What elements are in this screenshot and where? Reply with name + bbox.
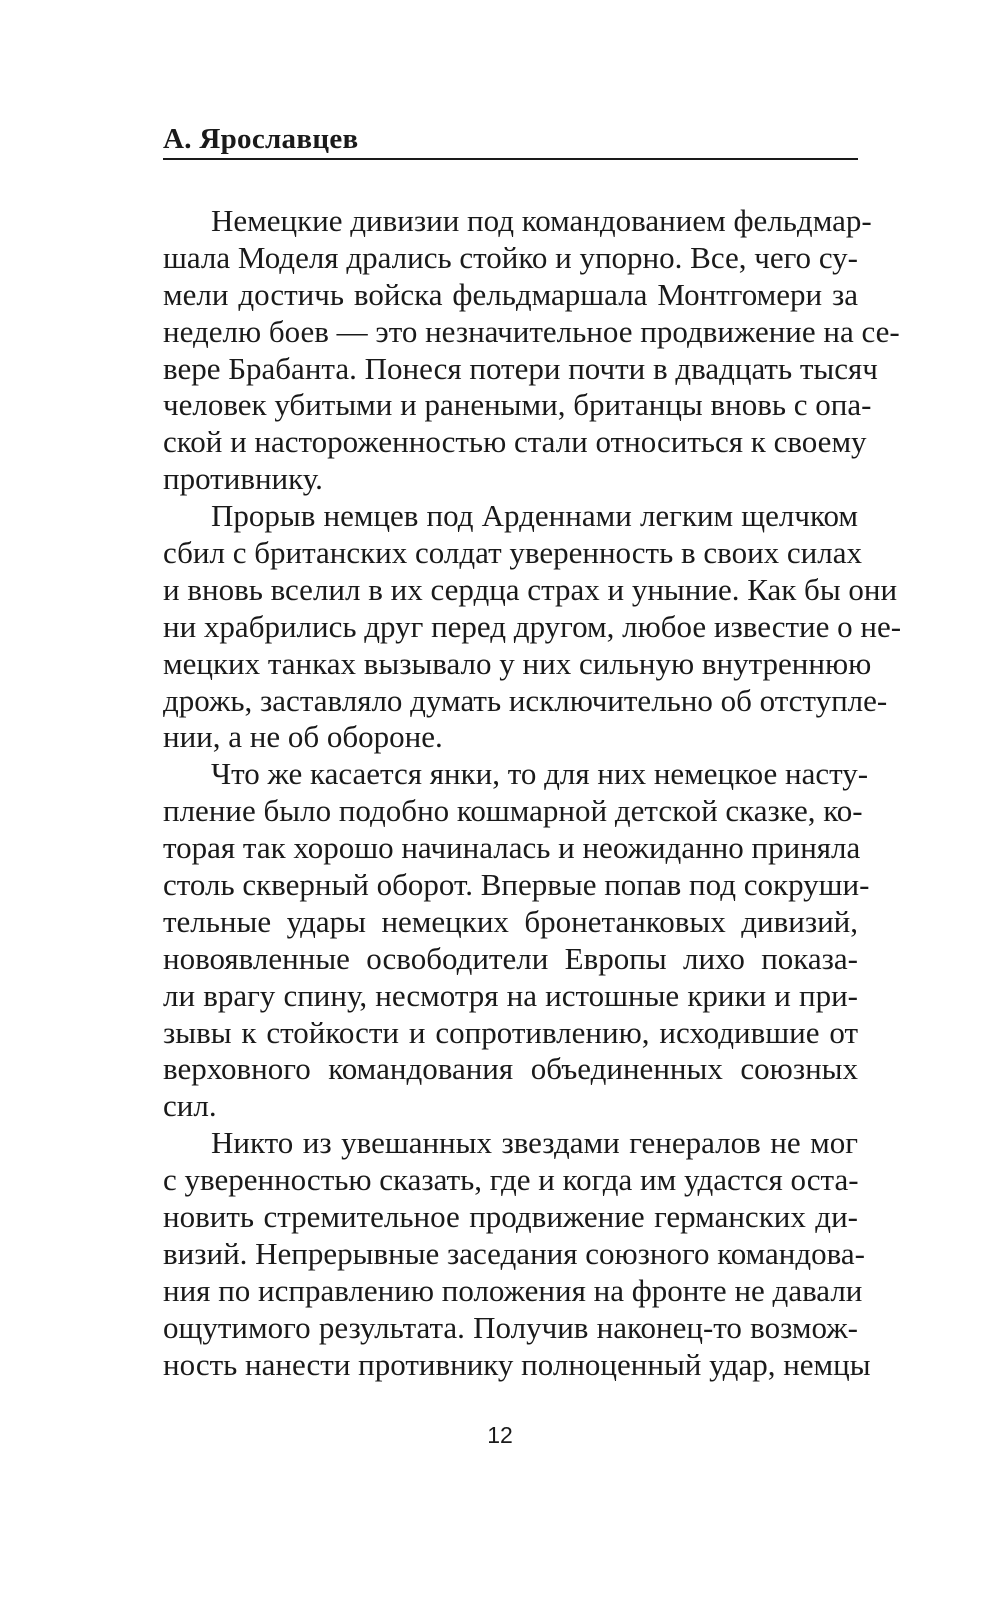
text-line: Немецкие дивизии под командованием фельдмар- (211, 203, 872, 238)
paragraph (163, 498, 902, 756)
text-line: торая так хорошо начиналась и неожиданно приняла (163, 830, 861, 866)
text-line: зывы к стойкости и сопротивлению, исходившие от (163, 1014, 858, 1050)
text-line: новоявленные освободители Европы лихо показа- (163, 940, 858, 976)
text-line: мецких танках вызывало у них сильную внутреннюю (163, 645, 872, 681)
body-text (163, 203, 902, 1384)
text-line: мели достичь войска фельдмаршала Монтгомери за (163, 276, 858, 312)
text-line: визий. Непрерывные заседания союзного командова- (163, 1235, 865, 1271)
text-line: ской и настороженностью стали относиться к своему (163, 424, 867, 460)
text-line: новить стремительное продвижение германских ди- (163, 1199, 858, 1235)
text-line: человек убитыми и ранеными, британцы вновь с опа- (163, 387, 872, 423)
text-line: дрожь, заставляло думать исключительно об отступле- (163, 682, 888, 718)
text-line: и вновь вселил в их сердца страх и уныние. Как бы они (163, 571, 898, 607)
text-line: верховного командования объединенных союзных (163, 1051, 858, 1087)
text-line: с уверенностью сказать, где и когда им удастся оста- (163, 1162, 859, 1198)
text-line: тельные удары немецких бронетанковых дивизий, (163, 903, 858, 939)
text-line: Прорыв немцев под Арденнами легким щелчком (211, 498, 858, 534)
page-number: 12 (487, 1422, 513, 1448)
running-header (163, 122, 858, 160)
paragraph (163, 203, 900, 498)
text-line: ни храбрились друг перед другом, любое известие о не- (163, 608, 902, 644)
text-line: ния по исправлению положения на фронте не давали (163, 1272, 863, 1308)
text-line: ли врагу спину, несмотря на истошные крики и при- (163, 977, 858, 1013)
text-line: сбил с британских солдат уверенность в своих силах (163, 535, 862, 571)
text-line: Никто из увешанных звездами генералов не мог (211, 1125, 858, 1161)
author-name: А. Ярославцев (163, 123, 359, 155)
text-line: пление было подобно кошмарной детской сказке, ко- (163, 793, 863, 829)
paragraph (163, 1125, 871, 1383)
text-line: неделю боев — это незначительное продвижение на се- (163, 313, 900, 349)
text-line: вере Брабанта. Понеся потери почти в двадцать тысяч (163, 350, 878, 386)
text-line: противнику. (163, 461, 323, 497)
paragraph (163, 756, 870, 1125)
text-line: Что же касается янки, то для них немецкое насту- (211, 756, 869, 792)
text-line: сил. (163, 1088, 217, 1124)
text-line: шала Моделя дрались стойко и упорно. Все, чего су- (163, 239, 858, 275)
text-line: ность нанести противнику полноценный удар, немцы (163, 1346, 871, 1382)
text-line: нии, а не об обороне. (163, 719, 443, 755)
text-line: ощутимого результата. Получив наконец-то возмож- (163, 1309, 858, 1345)
text-line: столь скверный оборот. Впервые попав под сокруши- (163, 867, 870, 903)
